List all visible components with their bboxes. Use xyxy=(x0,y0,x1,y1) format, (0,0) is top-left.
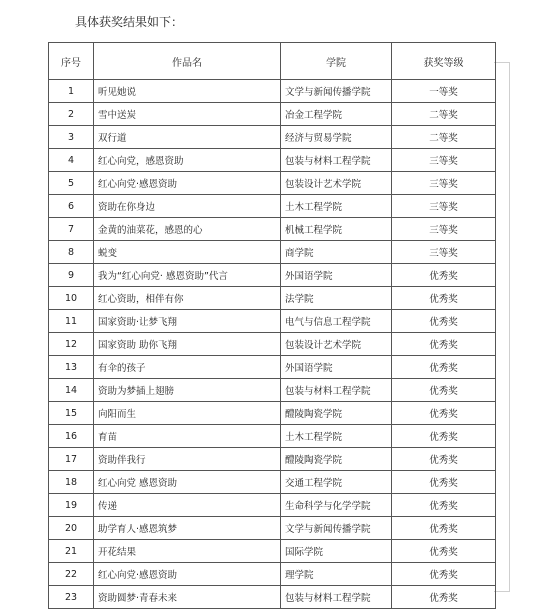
cell-college: 醴陵陶瓷学院 xyxy=(281,402,392,425)
cell-college: 国际学院 xyxy=(281,540,392,563)
awards-table xyxy=(48,42,496,609)
cell-award: 优秀奖 xyxy=(392,264,496,287)
table-row xyxy=(49,218,496,241)
cell-college: 交通工程学院 xyxy=(281,471,392,494)
cell-no: 7 xyxy=(49,218,94,241)
table-row xyxy=(49,448,496,471)
cell-title: 国家资助 助你飞翔 xyxy=(94,333,281,356)
table-row xyxy=(49,264,496,287)
cell-award: 优秀奖 xyxy=(392,540,496,563)
cell-college: 商学院 xyxy=(281,241,392,264)
cell-college: 电气与信息工程学院 xyxy=(281,310,392,333)
cell-title: 资助圆梦·青春未来 xyxy=(94,586,281,609)
cell-title: 红心资助，相伴有你 xyxy=(94,287,281,310)
table-body xyxy=(49,80,496,609)
table-row xyxy=(49,563,496,586)
cell-no: 14 xyxy=(49,379,94,402)
table-row xyxy=(49,517,496,540)
cell-award: 三等奖 xyxy=(392,172,496,195)
header-no: 序号 xyxy=(49,43,94,80)
cell-award: 三等奖 xyxy=(392,195,496,218)
cell-no: 5 xyxy=(49,172,94,195)
cell-no: 17 xyxy=(49,448,94,471)
cell-no: 15 xyxy=(49,402,94,425)
cell-college: 土木工程学院 xyxy=(281,195,392,218)
cell-title: 向阳而生 xyxy=(94,402,281,425)
table-row xyxy=(49,333,496,356)
cell-award: 优秀奖 xyxy=(392,402,496,425)
cell-title: 国家资助·让梦飞翔 xyxy=(94,310,281,333)
cell-college: 机械工程学院 xyxy=(281,218,392,241)
cell-title: 开花结果 xyxy=(94,540,281,563)
table-row xyxy=(49,356,496,379)
cell-title: 资助在你身边 xyxy=(94,195,281,218)
cell-title: 资助为梦插上翅膀 xyxy=(94,379,281,402)
cell-no: 22 xyxy=(49,563,94,586)
header-award: 获奖等级 xyxy=(392,43,496,80)
cell-college: 法学院 xyxy=(281,287,392,310)
cell-no: 11 xyxy=(49,310,94,333)
cell-title: 雪中送炭 xyxy=(94,103,281,126)
cell-no: 23 xyxy=(49,586,94,609)
cell-no: 2 xyxy=(49,103,94,126)
cell-college: 包装与材料工程学院 xyxy=(281,379,392,402)
cell-title: 金黄的油菜花，感恩的心 xyxy=(94,218,281,241)
cell-college: 土木工程学院 xyxy=(281,425,392,448)
cell-college: 醴陵陶瓷学院 xyxy=(281,448,392,471)
cell-college: 理学院 xyxy=(281,563,392,586)
table-row xyxy=(49,310,496,333)
cell-title: 传递 xyxy=(94,494,281,517)
cell-award: 优秀奖 xyxy=(392,494,496,517)
cell-no: 4 xyxy=(49,149,94,172)
table-row xyxy=(49,586,496,609)
cell-college: 包装设计艺术学院 xyxy=(281,172,392,195)
cell-title: 红心向党 感恩资助 xyxy=(94,471,281,494)
cell-no: 10 xyxy=(49,287,94,310)
cell-title: 助学育人·感恩筑梦 xyxy=(94,517,281,540)
cell-no: 12 xyxy=(49,333,94,356)
cell-no: 19 xyxy=(49,494,94,517)
table-row xyxy=(49,126,496,149)
cell-title: 红心向党·感恩资助 xyxy=(94,563,281,586)
cell-title: 有伞的孩子 xyxy=(94,356,281,379)
cell-award: 二等奖 xyxy=(392,126,496,149)
cell-no: 13 xyxy=(49,356,94,379)
cell-award: 优秀奖 xyxy=(392,287,496,310)
table-row xyxy=(49,494,496,517)
cell-title: 红心向党，感恩资助 xyxy=(94,149,281,172)
cell-award: 优秀奖 xyxy=(392,379,496,402)
cell-college: 生命科学与化学学院 xyxy=(281,494,392,517)
cell-college: 包装与材料工程学院 xyxy=(281,149,392,172)
cell-award: 优秀奖 xyxy=(392,586,496,609)
table-header-row xyxy=(49,43,496,80)
cell-no: 3 xyxy=(49,126,94,149)
table-row xyxy=(49,402,496,425)
cell-no: 18 xyxy=(49,471,94,494)
cell-college: 文学与新闻传播学院 xyxy=(281,517,392,540)
cell-college: 外国语学院 xyxy=(281,264,392,287)
cell-award: 优秀奖 xyxy=(392,356,496,379)
cell-title: 育苗 xyxy=(94,425,281,448)
cell-title: 我为“红心向党· 感恩资助”代言 xyxy=(94,264,281,287)
cell-title: 双行道 xyxy=(94,126,281,149)
table-row xyxy=(49,103,496,126)
header-college: 学院 xyxy=(281,43,392,80)
cell-college: 包装与材料工程学院 xyxy=(281,586,392,609)
cell-title: 资助伴我行 xyxy=(94,448,281,471)
cell-no: 1 xyxy=(49,80,94,103)
page-margin-guide xyxy=(494,62,510,592)
cell-college: 冶金工程学院 xyxy=(281,103,392,126)
cell-award: 优秀奖 xyxy=(392,310,496,333)
cell-award: 优秀奖 xyxy=(392,517,496,540)
table-row xyxy=(49,172,496,195)
cell-college: 外国语学院 xyxy=(281,356,392,379)
cell-award: 一等奖 xyxy=(392,80,496,103)
cell-award: 优秀奖 xyxy=(392,471,496,494)
table-row xyxy=(49,471,496,494)
cell-award: 三等奖 xyxy=(392,149,496,172)
table-row xyxy=(49,80,496,103)
cell-college: 包装设计艺术学院 xyxy=(281,333,392,356)
cell-no: 8 xyxy=(49,241,94,264)
cell-award: 三等奖 xyxy=(392,241,496,264)
cell-award: 优秀奖 xyxy=(392,563,496,586)
cell-award: 优秀奖 xyxy=(392,448,496,471)
table-row xyxy=(49,379,496,402)
table-row xyxy=(49,241,496,264)
header-title: 作品名 xyxy=(94,43,281,80)
cell-no: 9 xyxy=(49,264,94,287)
cell-title: 听见她说 xyxy=(94,80,281,103)
intro-text: 具体获奖结果如下： xyxy=(75,15,184,29)
cell-no: 16 xyxy=(49,425,94,448)
cell-award: 二等奖 xyxy=(392,103,496,126)
cell-college: 文学与新闻传播学院 xyxy=(281,80,392,103)
table-row xyxy=(49,540,496,563)
cell-award: 三等奖 xyxy=(392,218,496,241)
cell-award: 优秀奖 xyxy=(392,333,496,356)
table-row xyxy=(49,149,496,172)
cell-title: 红心向党·感恩资助 xyxy=(94,172,281,195)
table-row xyxy=(49,425,496,448)
cell-no: 6 xyxy=(49,195,94,218)
cell-award: 优秀奖 xyxy=(392,425,496,448)
table-row xyxy=(49,287,496,310)
cell-no: 21 xyxy=(49,540,94,563)
table-row xyxy=(49,195,496,218)
cell-title: 蜕变 xyxy=(94,241,281,264)
cell-no: 20 xyxy=(49,517,94,540)
cell-college: 经济与贸易学院 xyxy=(281,126,392,149)
